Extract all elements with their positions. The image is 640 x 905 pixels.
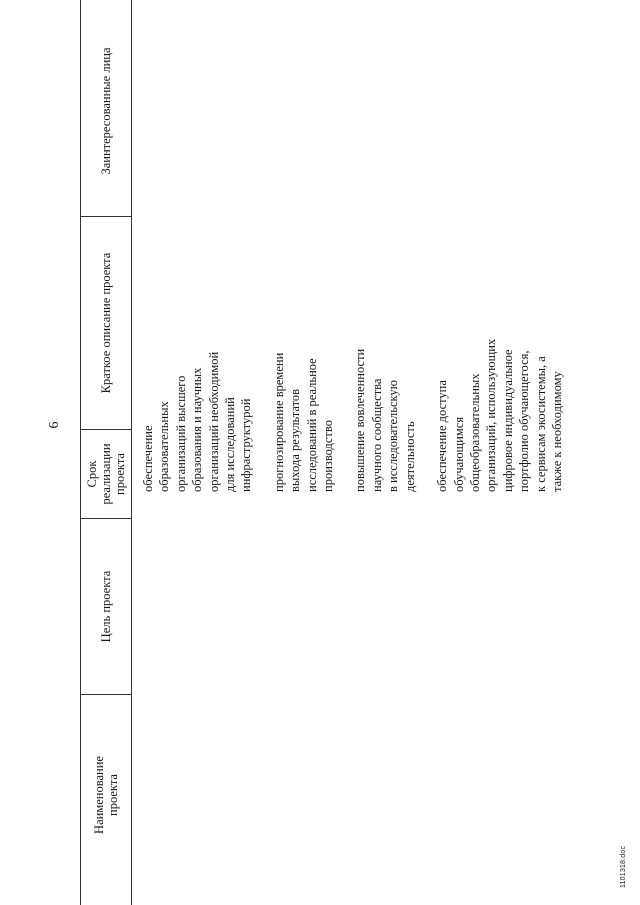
description-item: повышение вовлеченности научного сообщества в исследовательскую деятельность [353,348,417,492]
document-code: 1101318.doc [620,845,627,888]
description-item: прогнозирование времени выхода результатов исследований в реальное производство [271,352,336,492]
header-project-goal: Цель проекта [98,570,113,643]
description-item: обеспечение доступа обучающимся общеобразовательных организаций, использующих цифровое индивидуальное портфолио обучающегося, к сервисам экосистемы, а также к необходимому [435,338,564,492]
header-stakeholders: Заинтересованные лица [98,47,113,175]
header-project-term: Срок реализации проекта [84,443,127,505]
header-short-description: Краткое описание проекта [98,252,113,394]
page-number: 6 [47,421,62,429]
header-bottom-border [131,0,132,905]
header-project-name: Наименование проекта [91,756,120,834]
description-column [140,212,581,492]
description-item: обеспечение образовательных организаций высшего образования и научных организаций необходимой для исследований инфраструктурой [141,351,254,492]
